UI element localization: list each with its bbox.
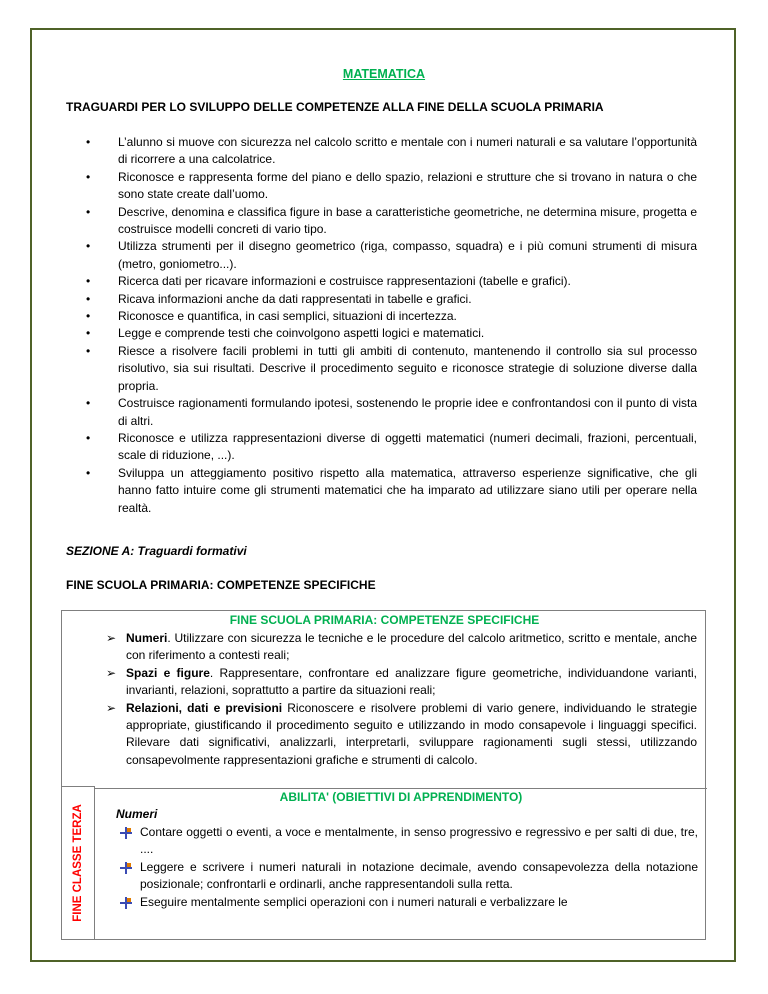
- list-item: • Ricava informazioni anche da dati rappresentati in tabelle e grafici.: [86, 291, 697, 308]
- list-item: • L’alunno si muove con sicurezza nel calcolo scritto e mentale con i numeri naturali e sa valutare l’opportunità di ricorrere a una calcolatrice.: [86, 135, 697, 167]
- list-item: Contare oggetti o eventi, a voce e mentalmente, in senso progressivo e regressivo e per salti di due, tre, ....: [116, 824, 698, 859]
- arrow-bullet-icon: ➢: [106, 631, 117, 645]
- list-item: • Sviluppa un atteggiamento positivo rispetto alla matematica, attraverso esperienze significative, che gli hanno fatto intuire come gli strumenti matematici che ha imparato ad utilizzare siano utili per operare nella realtà.: [86, 465, 697, 515]
- bullet-icon: •: [86, 169, 91, 184]
- section-a-heading: SEZIONE A: Traguardi formativi: [66, 544, 247, 558]
- obiettivi-list: [116, 824, 698, 911]
- document-title: MATEMATICA: [342, 67, 426, 81]
- abilita-heading: ABILITA' (OBIETTIVI DI APPRENDIMENTO): [95, 788, 707, 804]
- competenze-list: [102, 630, 697, 769]
- bullet-icon: •: [86, 396, 91, 411]
- side-column: [62, 786, 95, 939]
- traguardi-heading: TRAGUARDI PER LO SVILUPPO DELLE COMPETENZE ALLA FINE DELLA SCUOLA PRIMARIA: [66, 100, 604, 114]
- competenze-heading: FINE SCUOLA PRIMARIA: COMPETENZE SPECIFICHE: [66, 578, 376, 592]
- bullet-icon: •: [86, 239, 91, 254]
- list-item: ➢ Numeri. Utilizzare con sicurezza le tecniche e le procedure del calcolo aritmetico, scritto e mentale, anche con riferimento a contesti reali;: [106, 631, 697, 663]
- side-label: FINE CLASSE TERZA: [72, 804, 84, 922]
- list-item: • Legge e comprende testi che coinvolgono aspetti logici e matematici.: [86, 325, 697, 342]
- pin-bullet-icon: [120, 897, 132, 909]
- bullet-icon: •: [86, 204, 91, 219]
- list-item: • Descrive, denomina e classifica figure in base a caratteristiche geometriche, ne determina misure, progetta e costruisce modelli concreti di vario tipo.: [86, 204, 697, 237]
- list-item: • Riesce a risolvere facili problemi in tutti gli ambiti di contenuto, mantenendo il controllo sia sul processo risolutivo, sia sui risultati. Descrive il procedimento seguito e riconosce strategie di soluzione diverse dalla propria.: [86, 343, 697, 393]
- numeri-subheading: Numeri: [116, 807, 158, 821]
- bullet-icon: •: [86, 430, 91, 445]
- list-item: • Utilizza strumenti per il disegno geometrico (riga, compasso, squadra) e i più comuni strumenti di misura (metro, goniometro...).: [86, 239, 697, 271]
- pin-bullet-icon: [120, 827, 132, 839]
- bullet-icon: •: [86, 309, 91, 324]
- bullet-icon: •: [86, 291, 91, 306]
- competenze-table: [61, 610, 706, 940]
- bullet-icon: •: [86, 343, 91, 358]
- pin-bullet-icon: [120, 862, 132, 874]
- list-item: ➢ Relazioni, dati e previsioni Riconoscere e risolvere problemi di vario genere, individuando le strategie appropriate, giustificando il procedimento seguito e utilizzando in modo consapevole i linguaggi specifici. Rilevare dati significativi, analizzarli, interpretarli, sviluppare ragionamenti sugli stessi, utilizzando consapevolmente rappresentazioni grafiche e strumenti di calcolo.: [106, 700, 697, 767]
- list-item: • Riconosce e rappresenta forme del piano e dello spazio, relazioni e strutture che si trovano in natura o che sono state create dall’uomo.: [86, 169, 697, 202]
- list-item: Eseguire mentalmente semplici operazioni con i numeri naturali e verbalizzare le: [116, 894, 698, 911]
- table-heading: FINE SCUOLA PRIMARIA: COMPETENZE SPECIFICHE: [229, 613, 540, 627]
- bullet-icon: •: [86, 326, 91, 341]
- list-item: • Riconosce e quantifica, in casi semplici, situazioni di incertezza.: [86, 308, 697, 325]
- list-item: • Riconosce e utilizza rappresentazioni diverse di oggetti matematici (numeri decimali, frazioni, percentuali, scale di riduzione, ...).: [86, 430, 697, 463]
- list-item: • Costruisce ragionamenti formulando ipotesi, sostenendo le proprie idee e confrontandosi con il punto di vista di altri.: [86, 396, 697, 428]
- arrow-bullet-icon: ➢: [106, 700, 117, 715]
- arrow-bullet-icon: ➢: [106, 665, 117, 680]
- bullet-icon: •: [86, 135, 91, 149]
- list-item: Leggere e scrivere i numeri naturali in notazione decimale, avendo consapevolezza della notazione posizionale; confrontarli e ordinarli, anche rappresentandoli sulla retta.: [116, 859, 698, 894]
- traguardi-list: [86, 134, 697, 517]
- bullet-icon: •: [86, 274, 91, 289]
- list-item: ➢ Spazi e figure. Rappresentare, confrontare ed analizzare figure geometriche, individuandone varianti, invarianti, relazioni, soprattutto a partire da situazioni reali;: [106, 665, 697, 698]
- list-item: • Ricerca dati per ricavare informazioni e costruisce rappresentazioni (tabelle e grafici).: [86, 273, 697, 290]
- bullet-icon: •: [86, 465, 91, 480]
